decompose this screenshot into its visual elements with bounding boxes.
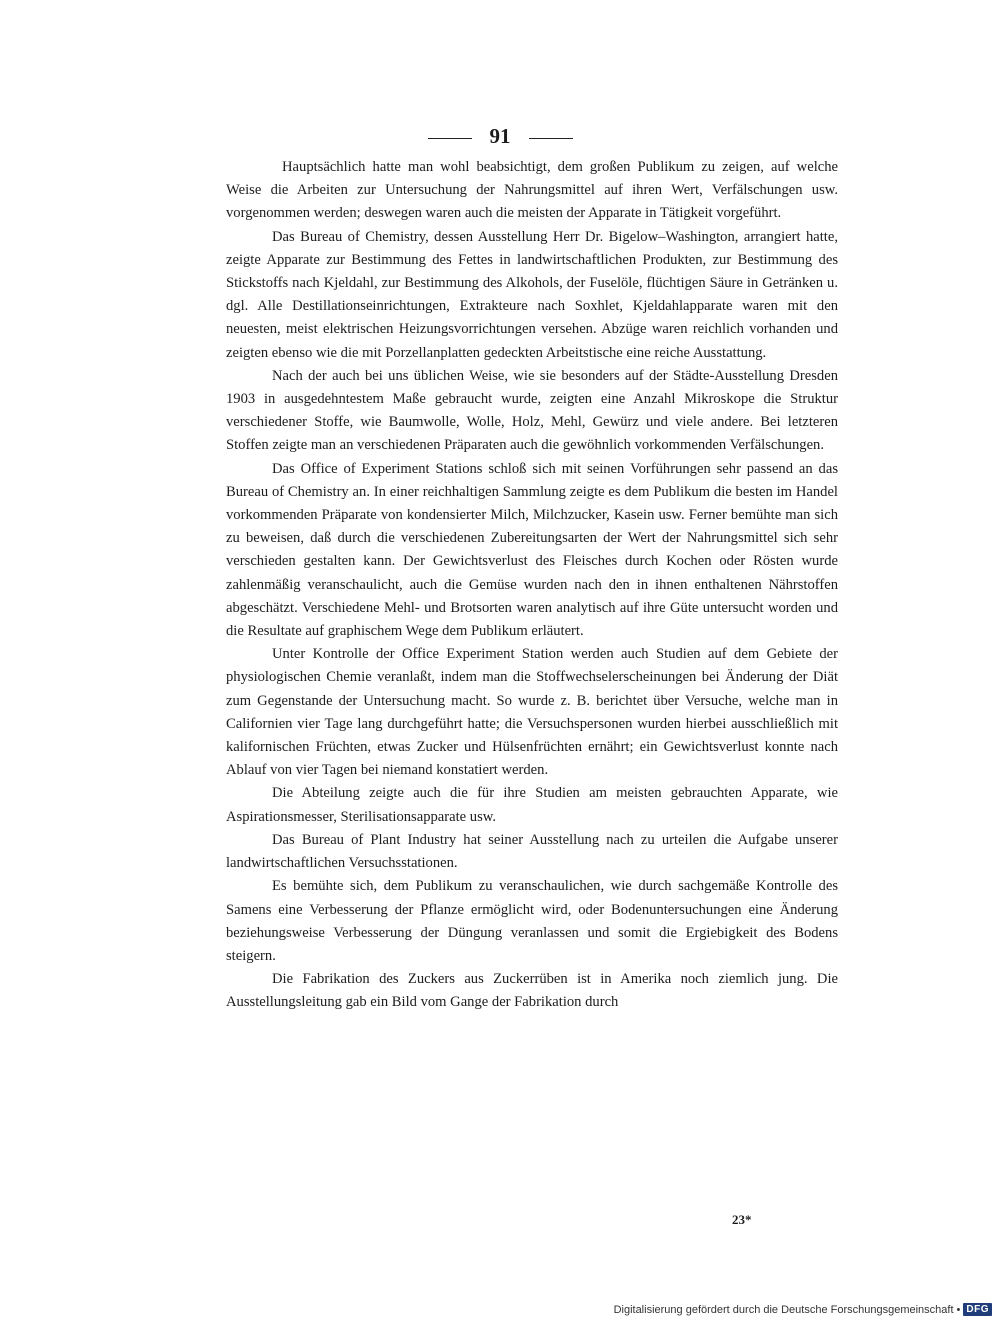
paragraph-3: Nach der auch bei uns üblichen Weise, wie sie besonders auf der Städte-Ausstellung Dresden 1903 in ausgedehntestem Maße gebraucht wurde, zeigten eine Anzahl Mikroskope die Struktur verschiedener Stoffe, wie Baumwolle, Wolle, Holz, Mehl, Gewürz und viele andere. Bei letzteren Stoffen zeigte man an verschiedenen Präparaten auch die gewöhnlich vorkommenden Verfälschungen. <box>226 367 838 454</box>
paragraph-9: Die Fabrikation des Zuckers aus Zuckerrüben ist in Amerika noch ziemlich jung. Die Ausstellungsleitung gab ein Bild vom Gange der Fabrikation durch <box>226 971 838 1011</box>
footer-text: Digitalisierung gefördert durch die Deutsche Forschungsgemeinschaft <box>613 1303 954 1316</box>
page-number: 91 <box>489 124 511 148</box>
footer <box>614 1303 992 1316</box>
header-dash-left <box>428 138 472 139</box>
header-dash-right <box>529 138 573 139</box>
body-text <box>226 156 838 1015</box>
paragraph-6: Die Abteilung zeigte auch die für ihre Studien am meisten gebrauchten Apparate, wie Aspirationsmesser, Sterilisationsapparate usw. <box>226 785 838 825</box>
paragraph-7: Das Bureau of Plant Industry hat seiner Ausstellung nach zu urteilen die Aufgabe unserer landwirtschaftlichen Versuchsstationen. <box>226 831 838 872</box>
page-header <box>0 124 1000 149</box>
dfg-logo-icon: DFG <box>963 1303 992 1316</box>
signature-mark: 23* <box>732 1212 752 1227</box>
paragraph-1: Hauptsächlich hatte man wohl beabsichtigt, dem großen Publikum zu zeigen, auf welche Weise die Arbeiten zur Untersuchung der Nahrungsmittel auf ihren Wert, Verfälschungen usw. vorgenommen werden; deswegen waren auch die meisten der Apparate in Tätigkeit vorgeführt. <box>226 159 838 222</box>
paragraph-5: Unter Kontrolle der Office Experiment Station werden auch Studien auf dem Gebiete der physiologischen Chemie veranlaßt, indem man die Stoffwechselerscheinungen bei Änderung der Diät zum Gegenstande der Untersuchung macht. So wurde z. B. berichtet über Versuche, welche man in Californien vier Tage lang durchgeführt hatte; die Versuchspersonen wurden hierbei ausschließlich mit kalifornischen Früchten, etwas Zucker und Hülsenfrüchten ernährt; ein Gewichtsverlust konnte nach Ablauf von vier Tagen bei niemand konstatiert werden. <box>226 646 838 779</box>
paragraph-2: Das Bureau of Chemistry, dessen Ausstellung Herr Dr. Bigelow–Washington, arrangiert hatte, zeigte Apparate zur Bestimmung des Fettes in landwirtschaftlichen Produkten, zur Bestimmung des Stickstoffs nach Kjeldahl, zur Bestimmung des Alkohols, der Fuselöle, flüchtigen Säure in Getränken u. dgl. Alle Destillationseinrichtungen, Extrakteure nach Soxhlet, Kjeldahlapparate waren mit den neuesten, meist elektrischen Heizungsvorrichtungen versehen. Abzüge waren reichlich vorhanden und zeigten ebenso wie die mit Porzellanplatten gedeckten Arbeitstische eine reiche Ausstattung. <box>226 228 838 361</box>
footer-separator: • <box>956 1303 961 1316</box>
paragraph-4: Das Office of Experiment Stations schloß sich mit seinen Vorführungen sehr passend an das Bureau of Chemistry an. In einer reichhaltigen Sammlung zeigte es dem Publikum die besten im Handel vorkommenden Präparate von kondensierter Milch, Milchzucker, Kasein usw. Ferner bemühte man sich zu beweisen, daß durch die verschiedenen Zubereitungsarten der Wert der Nahrungsmittel sich sehr verschieden gestalten kann. Der Gewichtsverlust des Fleisches durch Kochen oder Rösten wurde zahlenmäßig veranschaulicht, auch die Gemüse wurden nach den in ihnen enthaltenen Nährstoffen abgeschätzt. Verschiedene Mehl- und Brotsorten waren analytisch auf ihre Güte untersucht worden und die Resultate auf graphischem Wege dem Publikum erläutert. <box>226 460 838 640</box>
paragraph-8: Es bemühte sich, dem Publikum zu veranschaulichen, wie durch sachgemäße Kontrolle des Samens eine Verbesserung der Pflanze ermöglicht wird, oder Bodenuntersuchungen eine Änderung beziehungsweise Verbesserung der Düngung veranlassen und somit die Ergiebigkeit des Bodens steigern. <box>226 878 838 964</box>
